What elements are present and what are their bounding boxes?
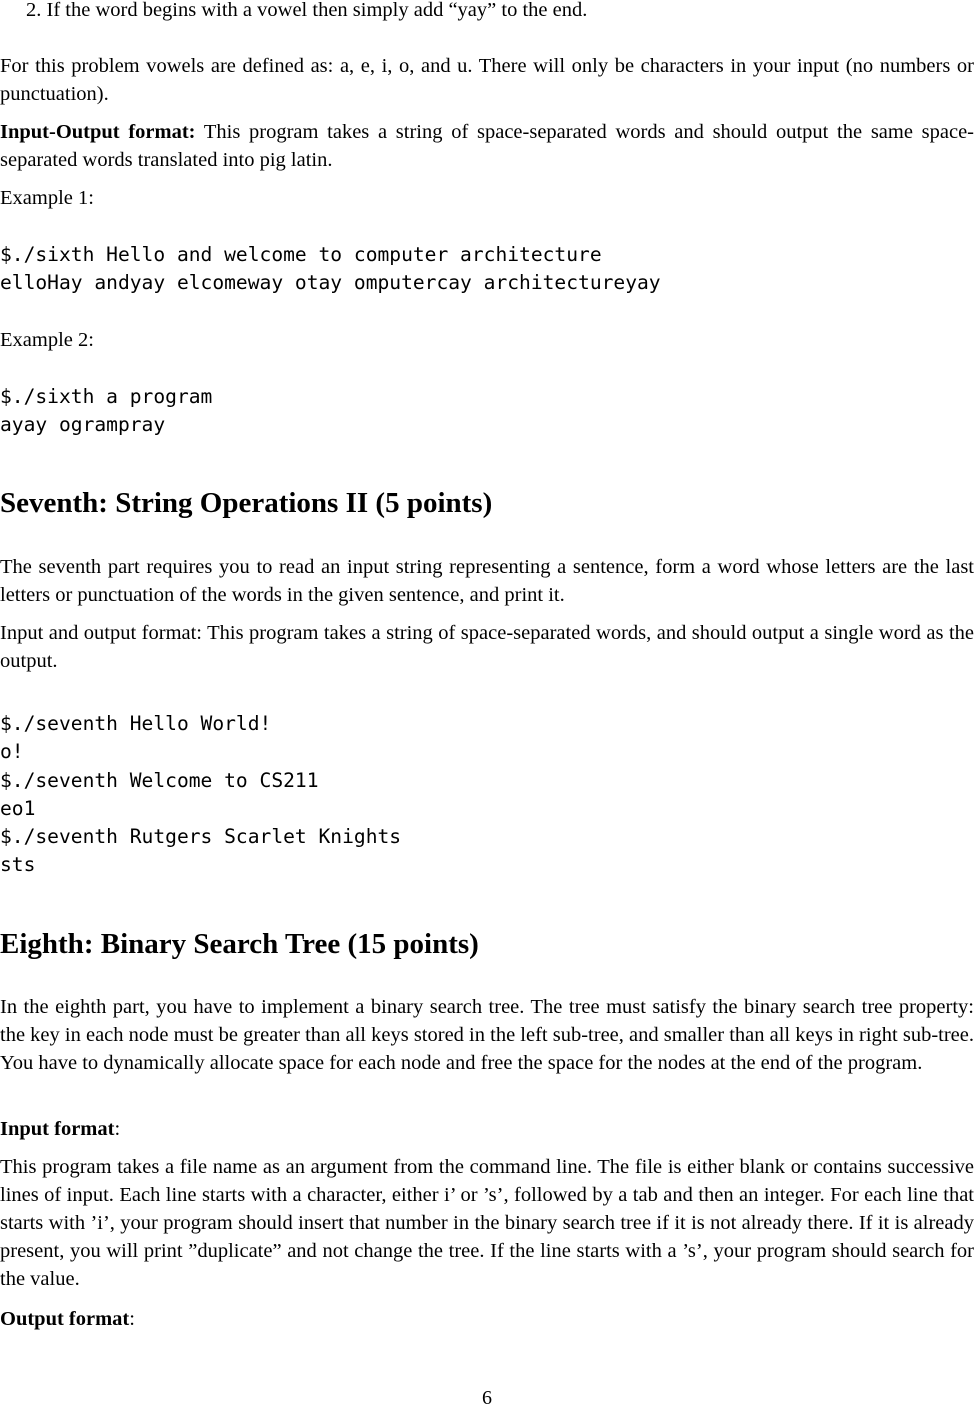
output-format-colon: : xyxy=(129,1308,135,1330)
vowels-note: For this problem vowels are defined as: a, e, i, o, and u. There will only be characters in your input (no numbers or punctuation). xyxy=(0,55,974,105)
seventh-code-line-5: $./seventh Rutgers Scarlet Knights xyxy=(0,825,402,848)
output-format-heading xyxy=(0,1305,974,1333)
seventh-paragraph-2: Input and output format: This program takes a string of space-separated words, and should output a single word as the output. xyxy=(0,622,974,672)
list-item-text: If the word begins with a vowel then simply add “yay” to the end. xyxy=(46,0,588,21)
example2-code-line-2: ayay ogrampray xyxy=(0,413,166,436)
example1-code-line-1: $./sixth Hello and welcome to computer architecture xyxy=(0,243,602,266)
seventh-code-line-3: $./seventh Welcome to CS211 xyxy=(0,769,319,792)
example1-label: Example 1: xyxy=(0,187,94,209)
io-format-paragraph xyxy=(0,118,974,174)
list-item-number: 2. xyxy=(26,0,42,21)
eighth-heading: Eighth: Binary Search Tree (15 points) xyxy=(0,928,479,960)
input-format-text: This program takes a file name as an argument from the command line. The file is either blank or contains successive lines of input. Each line starts with a character, either i’ or ’s’, followed by a tab and then an integer. For each line that starts with ’i’, your program should insert that number in the binary search tree if it is not already there. If it is already present, you will print ”duplicate” and not change the tree. If the line starts with a ’s’, your program should search for the value. xyxy=(0,1156,974,1290)
seventh-heading: Seventh: String Operations II (5 points) xyxy=(0,487,493,519)
input-format-label: Input format xyxy=(0,1118,115,1140)
list-item-2 xyxy=(26,0,966,24)
eighth-paragraph-1: In the eighth part, you have to implement a binary search tree. The tree must satisfy the binary search tree property: the key in each node must be greater than all keys stored in the left sub-tree, and smaller than all keys in right sub-tree. You have to dynamically allocate space for each node and free the space for the nodes at the end of the program. xyxy=(0,996,974,1074)
input-format-colon: : xyxy=(114,1118,121,1140)
example2-code-line-1: $./sixth a program xyxy=(0,385,213,408)
seventh-paragraph-1: The seventh part requires you to read an input string representing a sentence, form a word whose letters are the last letters or punctuation of the words in the given sentence, and print it. xyxy=(0,556,974,606)
seventh-code-line-6: sts xyxy=(0,853,36,876)
io-format-label: Input-Output format: xyxy=(0,121,196,143)
input-format-heading xyxy=(0,1115,974,1143)
seventh-code-line-4: eo1 xyxy=(0,797,36,820)
example1-code-line-2: elloHay andyay elcomeway otay omputercay architectureyay xyxy=(0,271,661,294)
example2-label: Example 2: xyxy=(0,329,94,351)
seventh-code-line-1: $./seventh Hello World! xyxy=(0,712,272,735)
io-format-text: This program takes a string of space-separated words and should output the same space-separated words translated into pig latin. xyxy=(0,121,974,171)
output-format-label: Output format xyxy=(0,1308,130,1330)
seventh-code-line-2: o! xyxy=(0,740,24,763)
page-number: 6 xyxy=(482,1387,492,1409)
